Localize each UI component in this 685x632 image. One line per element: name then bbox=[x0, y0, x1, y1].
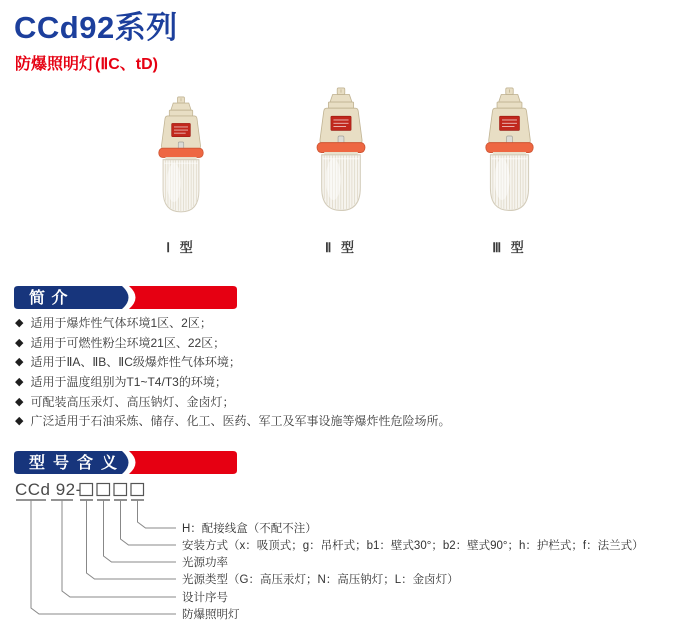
intro-bullet-item bbox=[15, 352, 675, 372]
intro-bullet-item bbox=[15, 391, 675, 411]
bullet-text: 可配装高压汞灯、高压钠灯、金卤灯； bbox=[30, 394, 235, 409]
model-placeholder-box bbox=[114, 484, 127, 496]
model-connector-line bbox=[138, 500, 177, 528]
lamp-cap bbox=[499, 95, 521, 103]
lamp-figure-type1 bbox=[142, 96, 220, 256]
bullet-text: 适用于温度组别为T1~T4/T3的环境； bbox=[30, 375, 227, 390]
intro-list bbox=[15, 313, 675, 431]
bullet-diamond-icon: ◆ bbox=[15, 317, 24, 330]
page-title: CCd92系列 bbox=[14, 10, 178, 45]
model-label: 设计序号 bbox=[182, 592, 228, 604]
model-label: 光源功率 bbox=[182, 557, 228, 569]
banner-graphic bbox=[14, 451, 237, 474]
model-label: 安装方式（x：吸顶式；g：吊杆式；b1：壁式30°；b2：壁式90°；h：护栏式；f：法兰式） bbox=[182, 540, 644, 552]
lamp-orange-ring bbox=[317, 143, 365, 153]
model-placeholder-box bbox=[131, 484, 144, 496]
banner-red-ribbon bbox=[129, 286, 237, 309]
bullet-text: 适用于可燃性粉尘环境21区、22区； bbox=[30, 335, 226, 350]
lamp-figure-type2 bbox=[299, 87, 383, 256]
lamp-drawing bbox=[468, 87, 551, 234]
intro-bullet-item bbox=[15, 313, 675, 333]
lamp-photo-type2-icon bbox=[299, 87, 383, 234]
model-placeholder-box bbox=[97, 484, 110, 496]
banner-heading: 简 介 bbox=[29, 290, 69, 307]
lamp-type2-label: Ⅱ 型 bbox=[324, 240, 357, 255]
lamp-photo-type3-icon bbox=[468, 87, 551, 234]
intro-bullet-item bbox=[15, 411, 675, 431]
bullet-diamond-icon: ◆ bbox=[15, 336, 24, 349]
intro-bullet-item bbox=[15, 333, 675, 353]
lamp-cap bbox=[330, 95, 352, 103]
bullet-text: 适用于ⅡA、ⅡB、ⅡC级爆炸性气体环境； bbox=[30, 355, 241, 370]
page-subtitle: 防爆照明灯(ⅡC、tD) bbox=[15, 56, 158, 73]
lamp-cap bbox=[171, 103, 191, 110]
lamp-orange-ring bbox=[486, 143, 533, 153]
lamp-cap-base bbox=[497, 102, 522, 108]
intro-section-banner bbox=[14, 286, 237, 309]
model-label: H：配接线盒（不配不注） bbox=[182, 523, 317, 535]
model-connector-line bbox=[87, 500, 177, 579]
lamp-drawing bbox=[299, 87, 383, 234]
lamp-type3-label: Ⅲ 型 bbox=[492, 240, 527, 255]
bullet-text: 适用于爆炸性气体环境1区、2区； bbox=[30, 316, 212, 331]
banner-heading: 型号含义 bbox=[29, 455, 126, 472]
lamp-drawing bbox=[142, 96, 220, 234]
model-connector-line bbox=[121, 500, 177, 545]
model-diagram bbox=[0, 478, 685, 632]
model-placeholder-box bbox=[80, 484, 93, 496]
model-connector-line bbox=[104, 500, 177, 562]
lamp-type1-label: Ⅰ 型 bbox=[166, 240, 196, 255]
model-section-banner bbox=[14, 451, 237, 474]
model-label: 防爆照明灯 bbox=[182, 609, 240, 621]
bullet-diamond-icon: ◆ bbox=[15, 395, 24, 408]
bullet-diamond-icon: ◆ bbox=[15, 415, 24, 428]
intro-bullet-item bbox=[15, 372, 675, 392]
lamp-figure-type3 bbox=[468, 87, 551, 256]
bullet-diamond-icon: ◆ bbox=[15, 376, 24, 389]
model-label: 光源类型（G：高压汞灯；N：高压钠灯；L：金卤灯） bbox=[182, 574, 459, 586]
banner-red-ribbon bbox=[129, 451, 237, 474]
bullet-text: 广泛适用于石油采炼、储存、化工、医药、军工及军事设施等爆炸性危险场所。 bbox=[30, 414, 451, 429]
model-connector-line bbox=[62, 500, 176, 597]
banner-graphic bbox=[14, 286, 237, 309]
lamp-cap-base bbox=[169, 110, 192, 116]
lamp-orange-ring bbox=[159, 148, 203, 157]
lamp-cap-base bbox=[328, 102, 353, 108]
model-prefix-text: CCd 92- bbox=[15, 480, 82, 499]
bullet-diamond-icon: ◆ bbox=[15, 356, 24, 369]
lamp-photo-type1-icon bbox=[142, 96, 220, 234]
